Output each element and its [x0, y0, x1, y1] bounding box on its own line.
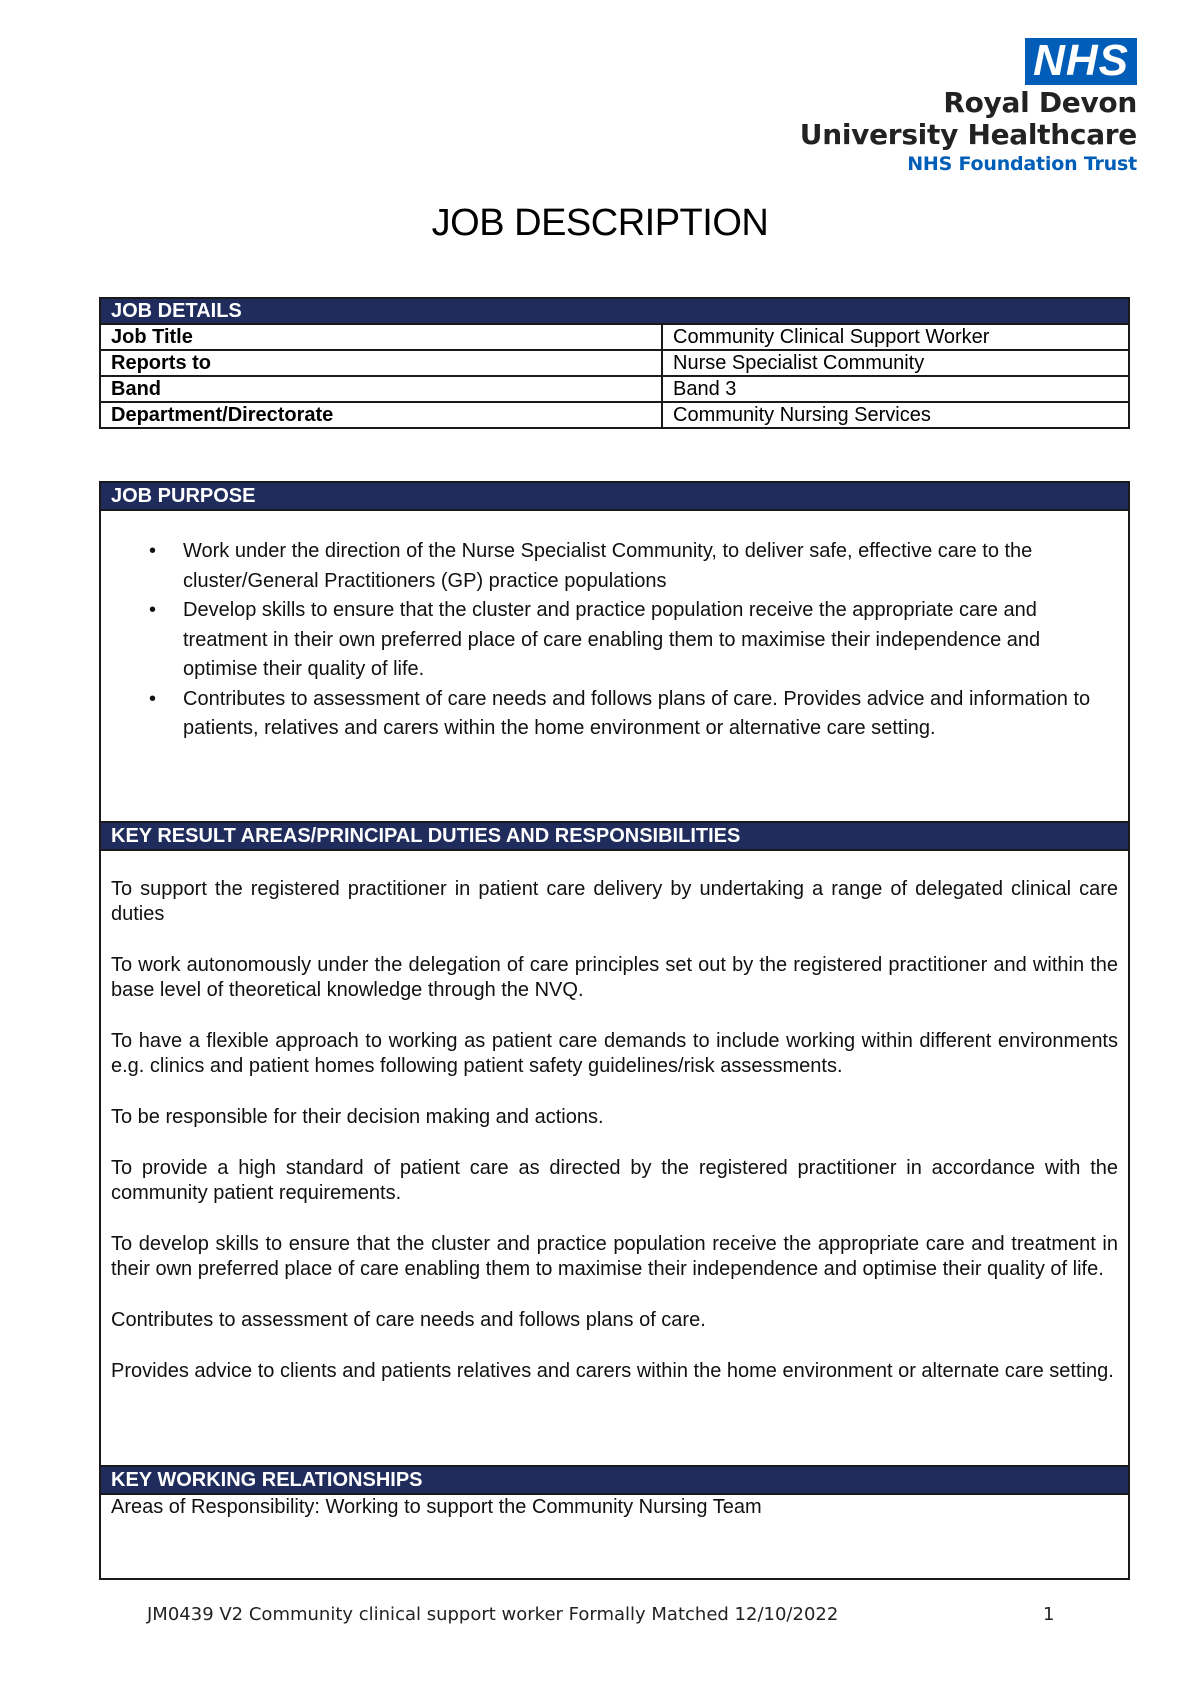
- key-result-paragraph: To support the registered practitioner in patient care delivery by undertaking a range of delegated clinical care duties: [111, 878, 1118, 925]
- department-value: Community Nursing Services: [662, 402, 1129, 428]
- footer-reference: JM0439 V2 Community clinical support worker Formally Matched 12/10/2022: [147, 1604, 839, 1625]
- list-item: • Contributes to assessment of care needs and follows plans of care. Provides advice and information to patients, relatives and carers within the home environment or alternative care setting.: [101, 685, 1128, 744]
- key-result-paragraph: To develop skills to ensure that the cluster and practice population receive the appropriate care and treatment in their own preferred place of care enabling them to maximise their independence and optimise their quality of life.: [111, 1233, 1118, 1280]
- job-purpose-header: JOB PURPOSE: [101, 483, 1128, 511]
- table-row: [100, 324, 1129, 350]
- band-value: Band 3: [662, 376, 1129, 402]
- job-sections-box: [99, 481, 1130, 1580]
- bullet-icon: •: [149, 687, 157, 710]
- job-purpose-list: [101, 537, 1128, 744]
- logo-line-royal-devon: Royal Devon: [943, 86, 1137, 119]
- table-row: [100, 376, 1129, 402]
- job-purpose-body: [101, 511, 1128, 821]
- list-item: • Work under the direction of the Nurse Specialist Community, to deliver safe, effective care to the cluster/General Practitioners (GP) practice populations: [101, 537, 1128, 596]
- table-row: [100, 402, 1129, 428]
- document-title: JOB DESCRIPTION: [431, 202, 769, 244]
- key-working-body: [101, 1495, 1128, 1520]
- nhs-logo-box: NHS: [1025, 38, 1137, 85]
- table-row: [100, 350, 1129, 376]
- key-working-header: KEY WORKING RELATIONSHIPS: [101, 1465, 1128, 1495]
- bullet-icon: •: [149, 540, 157, 562]
- job-title-value: Community Clinical Support Worker: [662, 324, 1129, 350]
- key-result-paragraph: To have a flexible approach to working as patient care demands to include working within different environments e.g. clinics and patient homes following patient safety guidelines/risk assessments.: [111, 1030, 1118, 1077]
- key-result-paragraph: To provide a high standard of patient care as directed by the registered practitioner in accordance with the community patient requirements.: [111, 1157, 1118, 1204]
- job-details-header: JOB DETAILS: [100, 298, 1129, 324]
- reports-to-label: Reports to: [100, 350, 662, 376]
- key-result-paragraph: Contributes to assessment of care needs and follows plans of care.: [111, 1309, 706, 1331]
- logo-line-foundation-trust: NHS Foundation Trust: [907, 153, 1137, 175]
- key-result-paragraph: Provides advice to clients and patients relatives and carers within the home environment or alternate care setting.: [111, 1360, 1114, 1382]
- key-results-body: [101, 851, 1128, 1465]
- nhs-trust-logo: [800, 38, 1137, 177]
- job-title-label: Job Title: [100, 324, 662, 350]
- band-label: Band: [100, 376, 662, 402]
- reports-to-value: Nurse Specialist Community: [662, 350, 1129, 376]
- logo-line-university-healthcare: University Healthcare: [799, 118, 1137, 151]
- key-result-paragraph: To work autonomously under the delegation of care principles set out by the registered practitioner and within the base level of theoretical knowledge through the NVQ.: [111, 954, 1118, 1001]
- key-results-header: KEY RESULT AREAS/PRINCIPAL DUTIES AND RESPONSIBILITIES: [101, 821, 1128, 851]
- list-item: • Develop skills to ensure that the cluster and practice population receive the appropriate care and treatment in their own preferred place of care enabling them to maximise their independence and optimise their quality of life.: [101, 596, 1128, 685]
- key-result-paragraph: To be responsible for their decision making and actions.: [111, 1106, 604, 1128]
- page-number: 1: [1043, 1604, 1055, 1625]
- job-details-table: [99, 297, 1130, 429]
- bullet-icon: •: [149, 599, 157, 621]
- department-label: Department/Directorate: [100, 402, 662, 428]
- key-working-text: Areas of Responsibility: Working to support the Community Nursing Team: [111, 1496, 762, 1518]
